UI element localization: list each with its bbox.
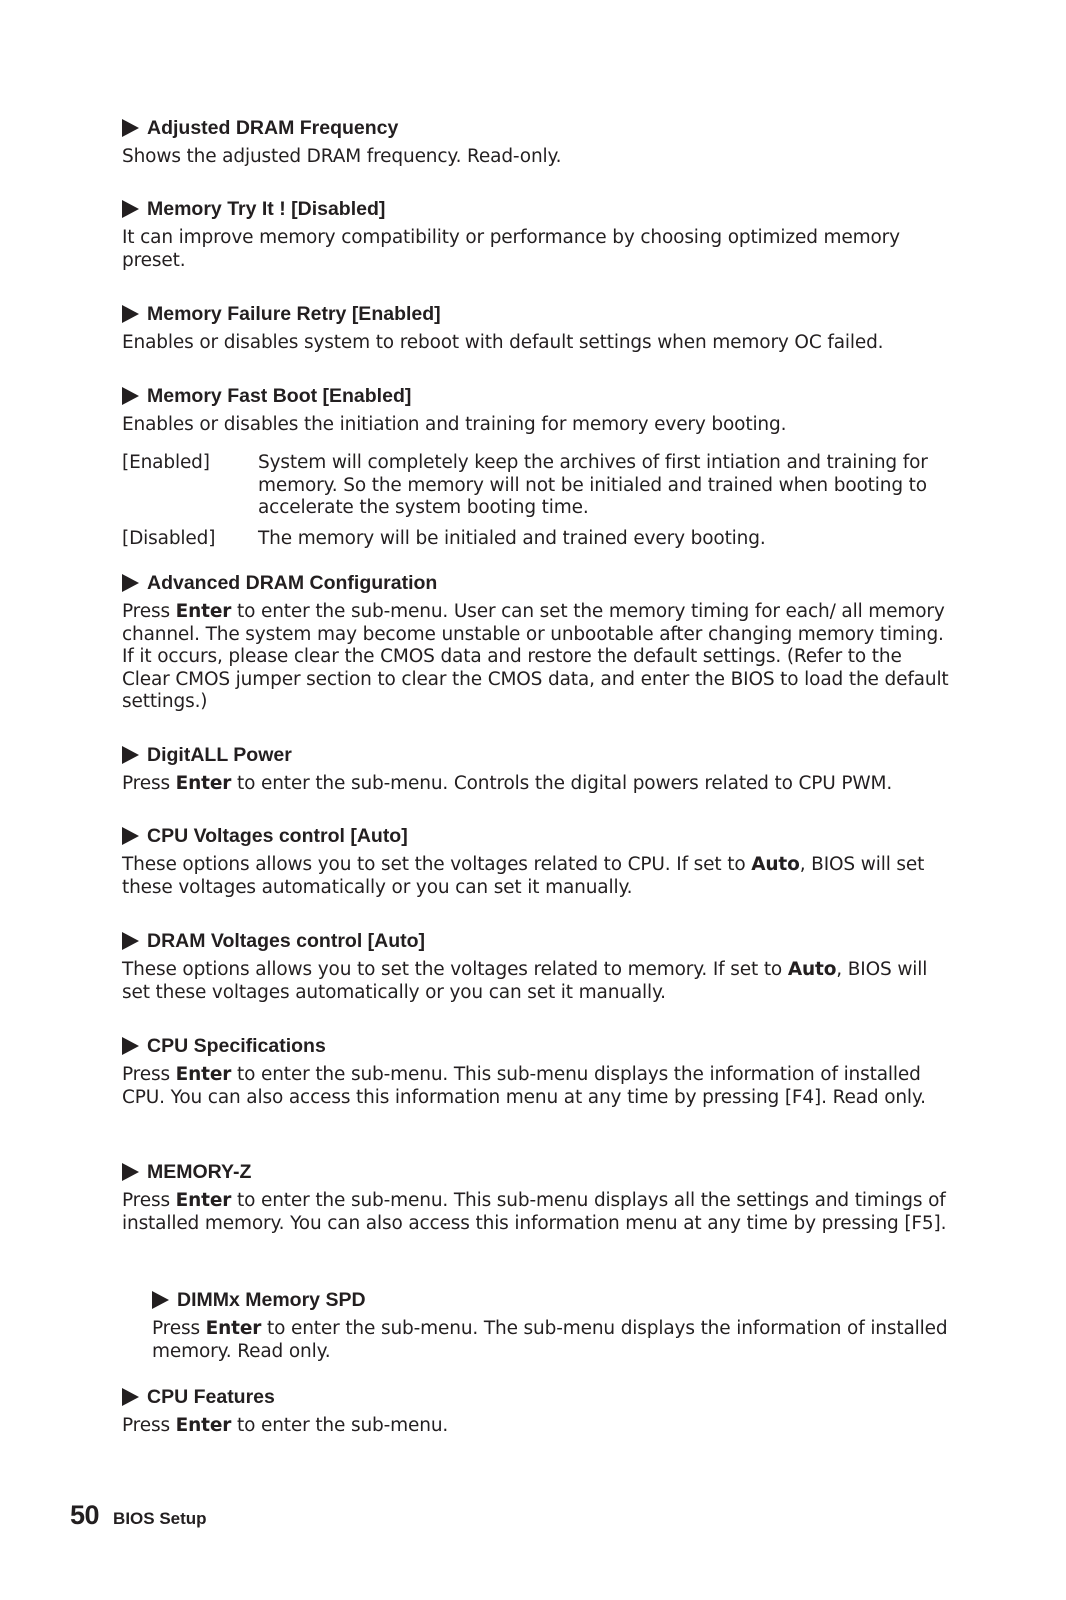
section-memory-fast-boot — [122, 384, 952, 437]
section-description: These options allows you to set the voltages related to memory. If set to Auto, BIOS will set these voltages automatically or you can set it manually. — [122, 959, 928, 1003]
section-heading — [122, 116, 952, 140]
section-title: Memory Try It ! [Disabled] — [147, 198, 386, 220]
section-heading — [122, 571, 952, 595]
triangle-bullet-icon — [122, 119, 139, 137]
triangle-bullet-icon — [152, 1291, 169, 1309]
section-advanced-dram-configuration — [122, 571, 952, 714]
section-digitall-power — [122, 743, 952, 796]
section-description: It can improve memory compatibility or performance by choosing optimized memory preset. — [122, 227, 900, 271]
key-enter: Enter — [175, 1064, 232, 1085]
page-footer — [70, 1500, 207, 1531]
section-title: Memory Failure Retry [Enabled] — [147, 303, 441, 325]
section-heading — [122, 384, 952, 408]
section-title: CPU Voltages control [Auto] — [147, 825, 408, 847]
triangle-bullet-icon — [122, 387, 139, 405]
section-heading — [122, 929, 952, 953]
key-enter: Enter — [175, 601, 232, 622]
triangle-bullet-icon — [122, 827, 139, 845]
triangle-bullet-icon — [122, 574, 139, 592]
section-adjusted-dram-frequency — [122, 116, 952, 169]
section-heading — [122, 197, 952, 221]
option-row — [122, 452, 952, 520]
section-heading — [122, 1160, 952, 1184]
section-memory-try-it — [122, 197, 952, 272]
section-description: Shows the adjusted DRAM frequency. Read-only. — [122, 146, 562, 167]
triangle-bullet-icon — [122, 305, 139, 323]
option-key: [Enabled] — [122, 452, 210, 473]
section-memory-failure-retry — [122, 302, 952, 355]
section-title: CPU Features — [147, 1386, 275, 1408]
value-auto: Auto — [751, 854, 800, 875]
key-enter: Enter — [205, 1318, 262, 1339]
section-heading — [122, 302, 952, 326]
section-description: Press Enter to enter the sub-menu. This sub-menu displays all the settings and timings of installed memory. You can also access this information menu at any time by pressing [F5]. — [122, 1190, 947, 1234]
page-number: 50 — [70, 1500, 100, 1530]
section-title: Advanced DRAM Configuration — [147, 572, 438, 594]
section-cpu-specifications — [122, 1034, 952, 1109]
key-enter: Enter — [175, 1415, 232, 1436]
option-description: The memory will be initialed and trained every booting. — [258, 527, 766, 549]
value-auto: Auto — [787, 959, 837, 980]
option-row — [122, 528, 952, 551]
section-dimmx-memory-spd — [152, 1288, 952, 1363]
section-title: DigitALL Power — [147, 744, 292, 766]
section-description: Enables or disables the initiation and training for memory every booting. — [122, 414, 787, 435]
section-description: Press Enter to enter the sub-menu. Controls the digital powers related to CPU PWM. — [122, 773, 893, 794]
triangle-bullet-icon — [122, 1037, 139, 1055]
section-description: Press Enter to enter the sub-menu. The sub-menu displays the information of installed memory. Read only. — [152, 1318, 948, 1362]
key-enter: Enter — [175, 773, 232, 794]
section-heading — [122, 824, 952, 848]
section-title: Adjusted DRAM Frequency — [147, 117, 399, 139]
section-heading — [122, 1034, 952, 1058]
triangle-bullet-icon — [122, 200, 139, 218]
section-title: CPU Specifications — [147, 1035, 326, 1057]
section-title: DIMMx Memory SPD — [177, 1289, 366, 1311]
section-heading — [122, 743, 952, 767]
section-description: Enables or disables system to reboot with default settings when memory OC failed. — [122, 332, 884, 353]
section-description: These options allows you to set the voltages related to CPU. If set to Auto, BIOS will set these voltages automatically or you can set it manually. — [122, 854, 925, 898]
section-description: Press Enter to enter the sub-menu. User can set the memory timing for each/ all memory channel. The system may become unstable or unbootable after changing memory timing. If it occurs, please clear the CMOS data and restore the default settings. (Refer to the Clear CMOS jumper section to clear the CMOS data, and enter the BIOS to load the default settings.) — [122, 601, 949, 712]
option-key: [Disabled] — [122, 527, 216, 549]
triangle-bullet-icon — [122, 1163, 139, 1181]
section-dram-voltages-control — [122, 929, 952, 1004]
section-description: Press Enter to enter the sub-menu. This sub-menu displays the information of installed CPU. You can also access this information menu at any time by pressing [F4]. Read only. — [122, 1064, 926, 1108]
fast-boot-options — [122, 452, 952, 550]
option-description: System will completely keep the archives of first intiation and training for memory. So the memory will not be initialed and trained when booting to accelerate the system booting time. — [258, 452, 928, 518]
section-description: Press Enter to enter the sub-menu. — [122, 1415, 449, 1436]
triangle-bullet-icon — [122, 932, 139, 950]
section-title: DRAM Voltages control [Auto] — [147, 930, 426, 952]
triangle-bullet-icon — [122, 1388, 139, 1406]
section-heading — [122, 1385, 952, 1409]
key-enter: Enter — [175, 1190, 232, 1211]
section-cpu-voltages-control — [122, 824, 952, 899]
section-heading — [152, 1288, 952, 1312]
section-cpu-features — [122, 1385, 952, 1438]
footer-section-title: BIOS Setup — [113, 1509, 207, 1528]
section-title: MEMORY-Z — [147, 1161, 252, 1183]
triangle-bullet-icon — [122, 746, 139, 764]
section-title: Memory Fast Boot [Enabled] — [147, 385, 412, 407]
section-memory-z — [122, 1160, 952, 1235]
